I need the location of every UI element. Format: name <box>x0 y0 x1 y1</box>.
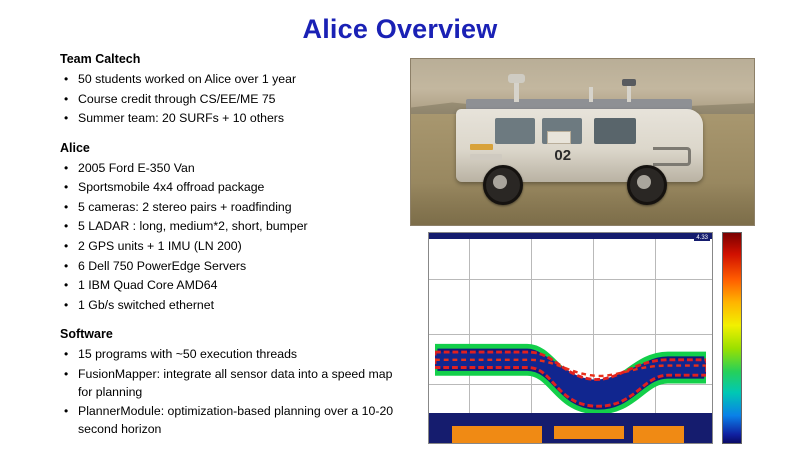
team-logo <box>547 131 571 145</box>
sensor-mast <box>627 84 631 102</box>
page-title: Alice Overview <box>302 14 498 44</box>
list-item: • Course credit through CS/EE/ME 75 <box>60 91 410 109</box>
obstacle-region <box>554 426 625 439</box>
van-window <box>594 118 636 144</box>
plot-bottom-band <box>429 413 712 443</box>
vehicle-number: 02 <box>554 146 572 164</box>
van-window <box>495 118 535 144</box>
plot-top-band <box>429 233 712 239</box>
sensor-mast <box>589 87 593 102</box>
speed-map-plot <box>410 232 755 444</box>
section-team-caltech <box>60 52 410 128</box>
speed-colorbar <box>722 232 742 444</box>
bullet-list <box>60 160 410 315</box>
sensor-mast <box>514 81 519 103</box>
vehicle-photo <box>410 58 755 226</box>
list-item: • PlannerModule: optimization-based planning over a 10-20 second horizon <box>60 403 410 438</box>
list-item: • 1 Gb/s switched ethernet <box>60 297 410 315</box>
sponsor-decal <box>470 154 502 160</box>
list-item: • 6 Dell 750 PowerEdge Servers <box>60 258 410 276</box>
list-item: • 1 IBM Quad Core AMD64 <box>60 277 410 295</box>
obstacle-region <box>452 426 543 443</box>
section-heading: Software <box>60 327 113 342</box>
wheel <box>483 165 523 205</box>
sponsor-decal <box>470 144 492 150</box>
list-item: • Summer team: 20 SURFs + 10 others <box>60 110 410 128</box>
list-item: • 50 students worked on Alice over 1 year <box>60 71 410 89</box>
section-heading: Team Caltech <box>60 52 141 66</box>
list-item: • 2005 Ford E-350 Van <box>60 160 410 178</box>
plot-canvas <box>428 232 713 444</box>
list-item: • 5 cameras: 2 stereo pairs + roadfinding <box>60 199 410 217</box>
list-item: • FusionMapper: integrate all sensor data into a speed map for planning <box>60 366 410 401</box>
front-bumper <box>653 147 691 166</box>
list-item: • 15 programs with ~50 execution threads <box>60 346 410 364</box>
section-alice <box>60 141 410 315</box>
gridline-horizontal <box>429 279 712 280</box>
list-item: • 5 LADAR : long, medium*2, short, bumper <box>60 218 410 236</box>
road-corridor <box>435 325 707 422</box>
content-column <box>60 52 410 451</box>
section-heading: Alice <box>60 140 90 155</box>
list-item: • Sportsmobile 4x4 offroad package <box>60 179 410 197</box>
bullet-list <box>60 71 410 128</box>
road-corridor-svg <box>435 325 707 422</box>
plot-value-label: 4.33 <box>696 235 708 241</box>
bullet-list <box>60 346 410 438</box>
section-software <box>60 327 410 438</box>
obstacle-region <box>633 426 684 443</box>
list-item: • 2 GPS units + 1 IMU (LN 200) <box>60 238 410 256</box>
